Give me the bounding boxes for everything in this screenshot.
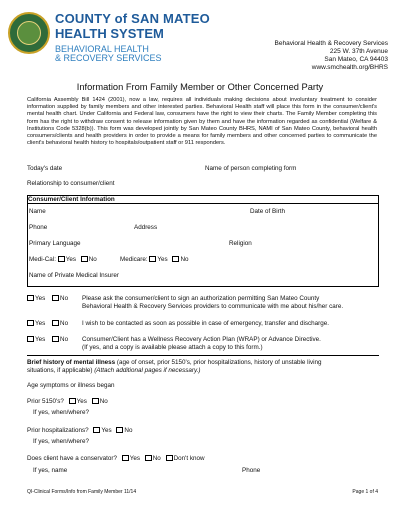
client-name-label: Name	[29, 208, 46, 215]
todays-date-label: Today's date	[27, 165, 63, 172]
consent-3-text-1: Consumer/Client has a Wellness Recovery Action Plan (WRAP) or Advance Directive.	[82, 336, 321, 343]
conservator-yes-label: Yes	[129, 455, 140, 462]
prior-5150-no-label: No	[99, 398, 108, 405]
medical-yes-checkbox[interactable]	[58, 256, 65, 262]
page-title: Information From Family Member or Other Concerned Party	[76, 82, 324, 92]
consent-2-yes-checkbox[interactable]	[27, 320, 34, 326]
conservator-no-label: No	[152, 455, 161, 462]
consent-1-text-2: Behavioral Health & Recovery Services providers to communicate with me about his/her care.	[82, 303, 344, 310]
prior-5150-yes-label: Yes	[76, 398, 87, 405]
relationship-label: Relationship to consumer/client	[27, 180, 115, 187]
medicare-yes-label: Yes	[157, 256, 168, 263]
conservator-name-label: If yes, name	[33, 467, 68, 474]
prior-hosp-no-label: No	[124, 427, 133, 434]
history-attach-note: (Attach additional pages if necessary.)	[94, 367, 201, 374]
consent-1-text-1: Please ask the consumer/client to sign an authorization permitting San Mateo County	[82, 295, 320, 302]
medicare-yes-checkbox[interactable]	[149, 256, 156, 262]
consent-3-no-checkbox[interactable]	[52, 336, 59, 342]
insurer-label: Name of Private Medical Insurer	[29, 272, 119, 279]
medicare-no-label: No	[180, 256, 189, 263]
org-name-health-system: HEALTH SYSTEM	[55, 26, 164, 41]
medicare-row	[120, 256, 189, 263]
consent-1-yes-label: Yes	[35, 295, 46, 302]
history-line-2a: situations, if applicable)	[27, 367, 95, 374]
client-religion-label: Religion	[229, 240, 252, 247]
consent-1-checkboxes	[27, 295, 68, 302]
consent-2-no-label: No	[60, 320, 69, 327]
conservator-no-checkbox[interactable]	[145, 455, 152, 461]
address-website: www.smchealth.org/BHRS	[311, 64, 388, 71]
seal-tree-icon	[17, 21, 41, 45]
history-heading-rest: (age of onset, prior 5150's, prior hospitalizations, history of unstable living	[115, 359, 322, 366]
consent-1-no-label: No	[60, 295, 69, 302]
consent-3-text-2: (If yes, and a copy is available please attach a copy to this form.)	[82, 344, 263, 351]
prior-hosp-yes-label: Yes	[101, 427, 112, 434]
footer-form-id: QI-Clinical Forms/Info from Family Member 11/14	[27, 489, 137, 495]
footer-page-number: Page 1 of 4	[352, 489, 378, 495]
medicare-label: Medicare:	[120, 256, 148, 263]
medicare-no-checkbox[interactable]	[172, 256, 179, 262]
conservator-yes-checkbox[interactable]	[122, 455, 129, 461]
prior-5150-label: Prior 5150's?	[27, 398, 64, 405]
medical-no-checkbox[interactable]	[81, 256, 88, 262]
client-phone-label: Phone	[29, 224, 48, 231]
consent-3-checkboxes	[27, 336, 68, 343]
history-heading-line	[27, 359, 322, 366]
prior-5150-when-label: If yes, when/where?	[33, 409, 90, 416]
medical-yes-label: Yes	[65, 256, 76, 263]
history-divider	[27, 355, 379, 356]
conservator-phone-label: Phone	[242, 467, 261, 474]
consent-2-yes-label: Yes	[35, 320, 46, 327]
prior-hosp-yes-checkbox[interactable]	[93, 427, 100, 433]
medical-no-label: No	[88, 256, 97, 263]
client-heading-divider	[27, 203, 379, 204]
address-line-2: 225 W. 37th Avenue	[329, 48, 388, 55]
prior-hosp-row	[27, 427, 132, 434]
medical-row	[29, 256, 97, 263]
conservator-row	[27, 455, 205, 462]
prior-hosp-when-label: If yes, when/where?	[33, 438, 90, 445]
conservator-label: Does client have a conservator?	[27, 455, 117, 462]
address-line-1: Behavioral Health & Recovery Services	[274, 40, 388, 47]
age-symptoms-label: Age symptoms or illness began	[27, 382, 115, 389]
org-name-rs: & RECOVERY SERVICES	[55, 53, 162, 63]
history-heading: Brief history of mental illness	[27, 359, 116, 366]
consent-1-yes-checkbox[interactable]	[27, 295, 34, 301]
name-completing-label: Name of person completing form	[205, 165, 297, 172]
client-dob-label: Date of Birth	[250, 208, 285, 215]
consent-1-no-checkbox[interactable]	[52, 295, 59, 301]
client-language-label: Primary Language	[29, 240, 81, 247]
intro-paragraph: California Assembly Bill 1424 (2001), now a law, requires all individuals making decisions about involuntary treatment to consider information supplied by family members and other interested parties. Behavioral Health staff will place this form in the consumer/client's mental health chart. Under California and Federal law, consumers have the right to view their charts. The Family Member completing this form has the right to withdraw consent to release information given by them and have the information regarded as confidential (Welfare & Institutions Code 5328(b)). This form was developed jointly by San Mateo County BHRS, NAMI of San Mateo County, behavioral health consumers/clients and health providers in order to provide a means for family members and other concerned parties to communicate the client's behavioral health history to hospitals/outpatient staff or 911 responders.	[27, 97, 377, 147]
client-info-heading: Consumer/Client Information	[28, 196, 115, 203]
address-line-3: San Mateo, CA 94403	[324, 56, 388, 63]
conservator-dont-know-label: Don't know	[173, 455, 205, 462]
consent-2-text-1: I wish to be contacted as soon as possible in case of emergency, transfer and discharge.	[82, 320, 329, 327]
prior-hosp-label: Prior hospitalizations?	[27, 427, 89, 434]
consent-2-checkboxes	[27, 320, 68, 327]
org-name-county: COUNTY of SAN MATEO	[55, 11, 210, 26]
consent-3-yes-checkbox[interactable]	[27, 336, 34, 342]
medical-label: Medi-Cal:	[29, 256, 56, 263]
org-name-bh: BEHAVIORAL HEALTH	[55, 44, 149, 54]
client-address-label: Address	[134, 224, 158, 231]
prior-5150-row	[27, 398, 108, 405]
prior-hosp-no-checkbox[interactable]	[116, 427, 123, 433]
prior-5150-yes-checkbox[interactable]	[69, 398, 76, 404]
history-line-2	[27, 367, 201, 374]
consent-3-yes-label: Yes	[35, 336, 46, 343]
consent-2-no-checkbox[interactable]	[52, 320, 59, 326]
county-seal-logo	[8, 12, 50, 54]
prior-5150-no-checkbox[interactable]	[92, 398, 99, 404]
consent-3-no-label: No	[60, 336, 69, 343]
conservator-dont-know-checkbox[interactable]	[166, 455, 173, 461]
